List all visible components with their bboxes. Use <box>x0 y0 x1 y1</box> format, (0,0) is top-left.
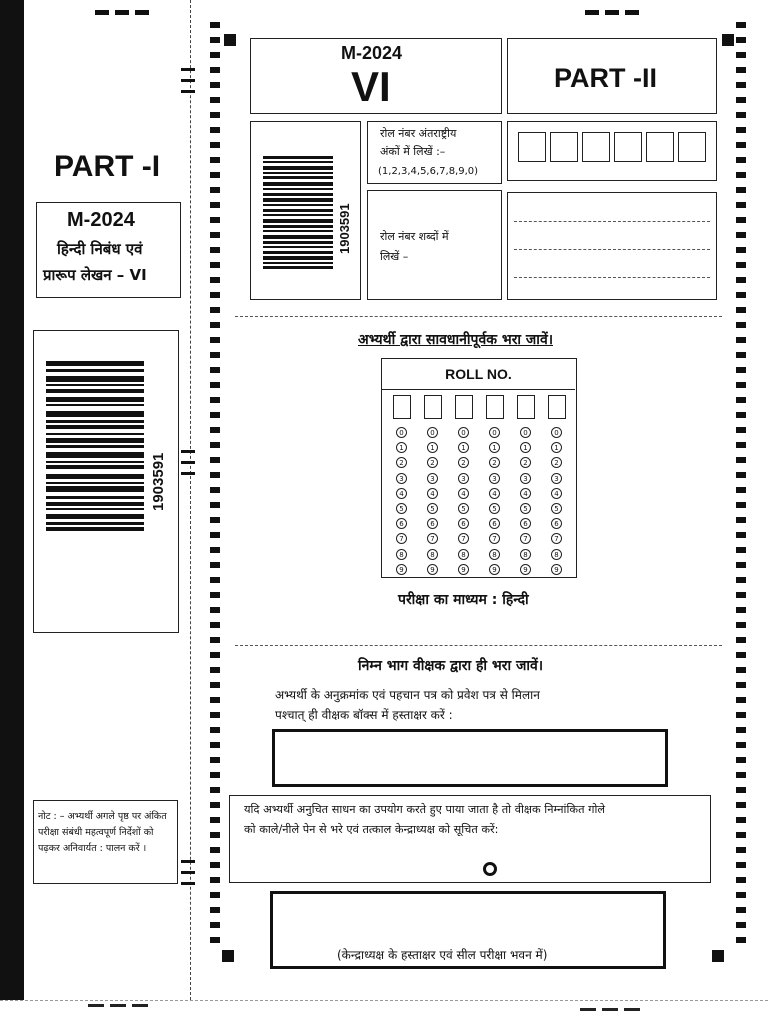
omr-bubble[interactable]: 3 <box>427 473 438 484</box>
roll-digits-label-box <box>367 121 502 184</box>
omr-bubble[interactable]: 8 <box>427 549 438 560</box>
timing-mark <box>736 847 746 853</box>
timing-mark <box>210 202 220 208</box>
timing-mark <box>736 697 746 703</box>
omr-bubble[interactable]: 3 <box>489 473 500 484</box>
omr-bubble[interactable]: 6 <box>427 518 438 529</box>
corner-mark-tl <box>224 34 236 46</box>
timing-mark <box>736 727 746 733</box>
timing-mark <box>736 712 746 718</box>
timing-mark <box>210 532 220 538</box>
roll-no-header: ROLL NO. <box>382 359 575 390</box>
omr-bubble[interactable]: 4 <box>427 488 438 499</box>
stub-marks-2 <box>181 450 195 475</box>
timing-mark <box>736 787 746 793</box>
invigilator-signature-box[interactable] <box>272 729 668 787</box>
timing-mark <box>736 682 746 688</box>
timing-mark <box>210 37 220 43</box>
timing-mark <box>210 622 220 628</box>
top-marks-right <box>585 0 645 6</box>
timing-mark <box>210 322 220 328</box>
part2-code: M-2024 <box>341 43 403 63</box>
timing-mark <box>736 742 746 748</box>
timing-mark <box>210 817 220 823</box>
part2-barcode <box>263 156 333 269</box>
omr-bubble[interactable]: 6 <box>458 518 469 529</box>
timing-mark <box>210 757 220 763</box>
part1-barcode <box>46 361 144 531</box>
omr-bubble[interactable]: 6 <box>489 518 500 529</box>
timing-mark <box>210 742 220 748</box>
timing-mark <box>210 862 220 868</box>
omr-bubble[interactable]: 6 <box>520 518 531 529</box>
omr-bubble[interactable]: 4 <box>458 488 469 499</box>
invigilator-text-2: पश्चात् ही वीक्षक बॉक्स में हस्ताक्षर करें : <box>275 708 453 722</box>
timing-mark <box>736 652 746 658</box>
exam-medium: परीक्षा का माध्यम : हिन्दी <box>398 592 529 608</box>
timing-mark <box>736 352 746 358</box>
omr-bubble[interactable]: 7 <box>520 533 531 544</box>
timing-mark <box>736 217 746 223</box>
omr-bubble[interactable]: 9 <box>458 564 469 575</box>
omr-bubble[interactable]: 8 <box>489 549 500 560</box>
part1-barcode-box <box>33 330 179 633</box>
omr-bubble[interactable]: 9 <box>551 564 562 575</box>
omr-bubble[interactable]: 9 <box>396 564 407 575</box>
fill-carefully-heading: अभ्यर्थी द्वारा सावधानीपूर्वक भरा जावें। <box>358 332 554 348</box>
roll-digits-label-2: अंकों में लिखें :– <box>380 145 446 158</box>
timing-mark <box>210 262 220 268</box>
omr-bubble[interactable]: 1 <box>489 442 500 453</box>
omr-digit-entry-box[interactable] <box>455 395 473 419</box>
part1-subject-line1: हिन्दी निबंध एवं <box>57 240 143 258</box>
part1-note: नोट : – अभ्यर्थी अगले पृष्ठ पर अंकित परीक्षा संबंधी महत्वपूर्ण निर्देशों को पढ़कर अनिवार्यत : पालन करें । <box>38 811 167 854</box>
corner-mark-tr <box>722 34 734 46</box>
omr-bubble[interactable]: 4 <box>520 488 531 499</box>
part1-subject-line2: प्रारूप लेखन – VI <box>43 266 147 284</box>
invigilator-text-1: अभ्यर्थी के अनुक्रमांक एवं पहचान पत्र को प्रवेश पत्र से मिलान <box>275 688 540 702</box>
timing-mark <box>736 532 746 538</box>
omr-bubble[interactable]: 2 <box>458 457 469 468</box>
timing-mark <box>210 697 220 703</box>
omr-bubble[interactable]: 0 <box>458 427 469 438</box>
timing-mark <box>736 82 746 88</box>
binding-strip <box>0 0 24 1000</box>
timing-mark <box>210 922 220 928</box>
omr-bubbles <box>382 389 575 575</box>
timing-mark <box>736 637 746 643</box>
timing-marks-left <box>210 22 220 952</box>
part2-barcode-number: 1903591 <box>337 203 352 254</box>
timing-mark <box>736 817 746 823</box>
omr-digit-entry-box[interactable] <box>517 395 535 419</box>
timing-mark <box>736 772 746 778</box>
omr-digit-entry-box[interactable] <box>486 395 504 419</box>
timing-mark <box>210 292 220 298</box>
timing-mark <box>736 757 746 763</box>
part2-title: PART -II <box>554 63 657 93</box>
roll-digit-box[interactable] <box>678 132 706 162</box>
part2-title-box <box>507 38 717 114</box>
timing-mark <box>210 52 220 58</box>
timing-mark <box>210 67 220 73</box>
part1-barcode-number: 1903591 <box>150 452 167 511</box>
timing-mark <box>210 712 220 718</box>
omr-bubble[interactable]: 4 <box>396 488 407 499</box>
omr-bubble[interactable]: 1 <box>458 442 469 453</box>
omr-bubble[interactable]: 3 <box>551 473 562 484</box>
timing-mark <box>210 22 220 28</box>
timing-mark <box>736 187 746 193</box>
omr-bubble[interactable]: 0 <box>427 427 438 438</box>
timing-mark <box>210 382 220 388</box>
timing-mark <box>210 277 220 283</box>
timing-mark <box>210 82 220 88</box>
omr-bubble[interactable]: 1 <box>520 442 531 453</box>
timing-mark <box>736 367 746 373</box>
timing-mark <box>210 892 220 898</box>
omr-bubble[interactable]: 2 <box>551 457 562 468</box>
timing-mark <box>736 907 746 913</box>
omr-bubble[interactable]: 6 <box>396 518 407 529</box>
omr-bubble[interactable]: 2 <box>489 457 500 468</box>
omr-bubble[interactable]: 8 <box>458 549 469 560</box>
timing-mark <box>736 832 746 838</box>
omr-bubble[interactable]: 3 <box>458 473 469 484</box>
omr-bubble[interactable]: 7 <box>396 533 407 544</box>
roll-digit-box[interactable] <box>550 132 578 162</box>
timing-mark <box>736 382 746 388</box>
timing-mark <box>210 802 220 808</box>
timing-mark <box>210 547 220 553</box>
roll-digits-label-1: रोल नंबर अंतराष्ट्रीय <box>380 127 457 140</box>
timing-mark <box>736 607 746 613</box>
center-superintendent-box[interactable] <box>270 891 666 969</box>
omr-bubble[interactable]: 5 <box>458 503 469 514</box>
timing-mark <box>210 457 220 463</box>
timing-mark <box>210 442 220 448</box>
omr-bubble[interactable]: 3 <box>520 473 531 484</box>
timing-mark <box>210 187 220 193</box>
omr-bubble[interactable]: 6 <box>551 518 562 529</box>
roll-words-entry-box[interactable] <box>507 192 717 300</box>
timing-mark <box>736 502 746 508</box>
timing-mark <box>736 172 746 178</box>
bottom-marks-right <box>580 996 640 1015</box>
timing-mark <box>736 202 746 208</box>
unfair-means-bubble[interactable] <box>483 862 497 876</box>
timing-mark <box>736 157 746 163</box>
stub-separator <box>190 0 191 1000</box>
omr-bubble[interactable]: 2 <box>396 457 407 468</box>
section-divider-2 <box>235 645 722 646</box>
invigilator-heading: निम्न भाग वीक्षक द्वारा ही भरा जावें। <box>358 658 544 674</box>
timing-mark <box>736 472 746 478</box>
timing-mark <box>736 412 746 418</box>
stub-marks <box>181 68 195 93</box>
timing-mark <box>210 832 220 838</box>
timing-mark <box>736 112 746 118</box>
timing-mark <box>736 442 746 448</box>
timing-mark <box>736 667 746 673</box>
bottom-rule <box>0 1000 768 1001</box>
timing-mark <box>210 397 220 403</box>
timing-mark <box>736 292 746 298</box>
omr-bubble[interactable]: 1 <box>396 442 407 453</box>
center-sign-label: (केन्द्राध्यक्ष के हस्ताक्षर एवं सील परीक्षा भवन में) <box>337 948 548 962</box>
omr-bubble[interactable]: 2 <box>427 457 438 468</box>
timing-mark <box>736 397 746 403</box>
omr-bubble[interactable]: 5 <box>427 503 438 514</box>
omr-digit-entry-box[interactable] <box>424 395 442 419</box>
omr-bubble[interactable]: 4 <box>551 488 562 499</box>
timing-mark <box>210 172 220 178</box>
roll-digit-box[interactable] <box>646 132 674 162</box>
timing-mark <box>736 622 746 628</box>
timing-mark <box>210 127 220 133</box>
omr-bubble[interactable]: 1 <box>551 442 562 453</box>
timing-mark <box>210 247 220 253</box>
part1-title: PART -I <box>54 150 161 183</box>
roll-words-line-2 <box>514 249 710 250</box>
timing-mark <box>210 562 220 568</box>
timing-mark <box>210 577 220 583</box>
timing-mark <box>210 652 220 658</box>
roll-digits-label-3: (1,2,3,4,5,6,7,8,9,0) <box>378 166 479 177</box>
omr-bubble[interactable]: 8 <box>520 549 531 560</box>
timing-mark <box>210 637 220 643</box>
omr-digit-entry-box[interactable] <box>548 395 566 419</box>
timing-marks-right <box>736 22 746 952</box>
timing-mark <box>210 97 220 103</box>
unfair-text-1: यदि अभ्यर्थी अनुचित साधन का उपयोग करते हुए पाया जाता है तो वीक्षक निम्नांकित गोले <box>244 803 606 816</box>
timing-mark <box>736 127 746 133</box>
timing-mark <box>210 112 220 118</box>
timing-mark <box>210 877 220 883</box>
roll-digit-box[interactable] <box>582 132 610 162</box>
roll-words-label-box <box>367 190 502 300</box>
omr-bubble[interactable]: 5 <box>551 503 562 514</box>
omr-roll-grid <box>381 358 577 578</box>
part1-code: M-2024 <box>67 209 135 231</box>
section-divider-1 <box>235 316 722 317</box>
top-marks-left <box>95 0 155 6</box>
timing-mark <box>736 247 746 253</box>
timing-mark <box>210 412 220 418</box>
timing-mark <box>210 472 220 478</box>
timing-mark <box>736 142 746 148</box>
omr-bubble[interactable]: 7 <box>489 533 500 544</box>
roll-words-label-2: लिखें – <box>380 250 409 263</box>
timing-mark <box>210 367 220 373</box>
roll-digits-entry-box <box>507 121 717 181</box>
omr-bubble[interactable]: 0 <box>520 427 531 438</box>
timing-mark <box>736 52 746 58</box>
timing-mark <box>736 577 746 583</box>
timing-mark <box>210 787 220 793</box>
timing-mark <box>210 487 220 493</box>
timing-mark <box>210 352 220 358</box>
timing-mark <box>210 142 220 148</box>
timing-mark <box>210 682 220 688</box>
timing-mark <box>210 667 220 673</box>
timing-mark <box>736 262 746 268</box>
omr-bubble[interactable]: 1 <box>427 442 438 453</box>
stub-marks-3 <box>181 860 195 885</box>
timing-mark <box>210 847 220 853</box>
timing-mark <box>736 922 746 928</box>
timing-mark <box>736 37 746 43</box>
omr-bubble[interactable]: 9 <box>427 564 438 575</box>
omr-bubble[interactable]: 8 <box>396 549 407 560</box>
corner-mark-br <box>712 950 724 962</box>
timing-mark <box>736 277 746 283</box>
timing-mark <box>210 772 220 778</box>
omr-bubble[interactable]: 9 <box>489 564 500 575</box>
unfair-text-2: को काले/नीले पेन से भरे एवं तत्काल केन्द्राध्यक्ष को सूचित करें: <box>244 823 499 836</box>
timing-mark <box>736 892 746 898</box>
roll-digit-box[interactable] <box>518 132 546 162</box>
part2-code-box <box>250 38 502 114</box>
timing-mark <box>736 937 746 943</box>
timing-mark <box>736 877 746 883</box>
omr-bubble[interactable]: 9 <box>520 564 531 575</box>
timing-mark <box>736 802 746 808</box>
omr-bubble[interactable]: 8 <box>551 549 562 560</box>
unfair-means-box <box>229 795 711 883</box>
timing-mark <box>736 337 746 343</box>
timing-mark <box>736 457 746 463</box>
roll-words-line-1 <box>514 221 710 222</box>
timing-mark <box>736 307 746 313</box>
timing-mark <box>210 337 220 343</box>
roll-words-line-3 <box>514 277 710 278</box>
timing-mark <box>210 937 220 943</box>
timing-mark <box>210 607 220 613</box>
timing-mark <box>736 487 746 493</box>
timing-mark <box>736 592 746 598</box>
timing-mark <box>210 217 220 223</box>
timing-mark <box>736 232 746 238</box>
timing-mark <box>210 517 220 523</box>
timing-mark <box>210 502 220 508</box>
omr-bubble[interactable]: 5 <box>489 503 500 514</box>
timing-mark <box>210 592 220 598</box>
timing-mark <box>736 547 746 553</box>
part1-note-box <box>33 800 178 884</box>
corner-mark-bl <box>222 950 234 962</box>
timing-mark <box>736 562 746 568</box>
omr-bubble[interactable]: 2 <box>520 457 531 468</box>
timing-mark <box>210 727 220 733</box>
omr-digit-entry-box[interactable] <box>393 395 411 419</box>
timing-mark <box>736 67 746 73</box>
part2-set: VI <box>351 63 391 110</box>
roll-digit-box[interactable] <box>614 132 642 162</box>
omr-bubble[interactable]: 7 <box>427 533 438 544</box>
omr-bubble[interactable]: 7 <box>551 533 562 544</box>
omr-bubble[interactable]: 5 <box>520 503 531 514</box>
timing-mark <box>736 322 746 328</box>
omr-bubble[interactable]: 4 <box>489 488 500 499</box>
timing-mark <box>736 517 746 523</box>
timing-mark <box>210 157 220 163</box>
omr-bubble[interactable]: 7 <box>458 533 469 544</box>
omr-bubble[interactable]: 0 <box>551 427 562 438</box>
part2-barcode-box <box>250 121 361 300</box>
timing-mark <box>210 427 220 433</box>
omr-bubble[interactable]: 3 <box>396 473 407 484</box>
timing-mark <box>736 22 746 28</box>
bottom-marks-left <box>88 992 148 1011</box>
omr-bubble[interactable]: 5 <box>396 503 407 514</box>
timing-mark <box>736 427 746 433</box>
timing-mark <box>210 232 220 238</box>
timing-mark <box>736 862 746 868</box>
omr-bubble[interactable]: 0 <box>396 427 407 438</box>
part1-subject-box <box>36 202 181 298</box>
timing-mark <box>736 97 746 103</box>
roll-words-label-1: रोल नंबर शब्दों में <box>380 230 449 243</box>
timing-mark <box>210 307 220 313</box>
timing-mark <box>210 907 220 913</box>
omr-bubble[interactable]: 0 <box>489 427 500 438</box>
